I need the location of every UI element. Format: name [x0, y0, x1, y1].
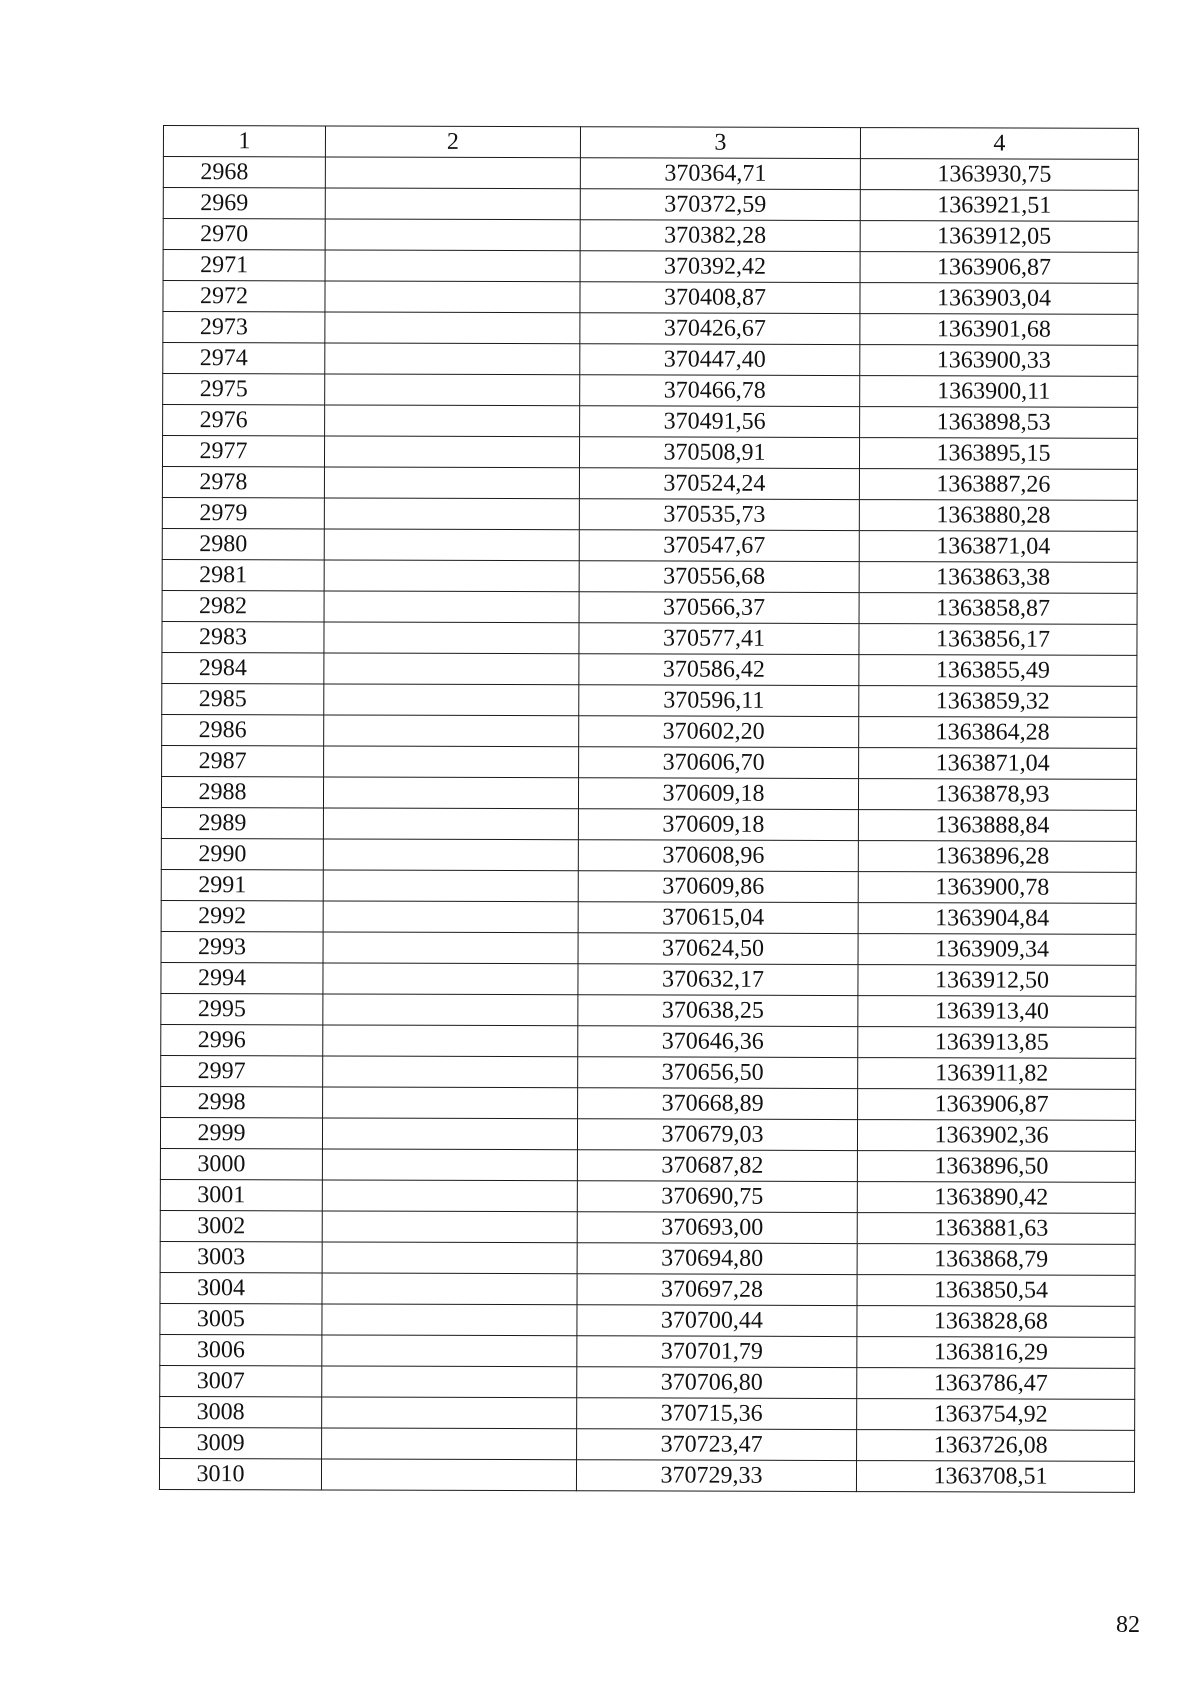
description-cell	[323, 963, 578, 995]
y-coordinate-cell: 1363921,51	[860, 190, 1138, 222]
y-coordinate-cell: 1363900,11	[860, 376, 1138, 408]
y-coordinate-cell: 1363828,68	[857, 1306, 1135, 1338]
y-coordinate-cell: 1363898,53	[860, 407, 1138, 439]
y-coordinate-cell: 1363754,92	[857, 1399, 1135, 1431]
description-cell	[323, 808, 578, 840]
table-row	[163, 188, 1138, 222]
table-header	[163, 126, 1138, 160]
x-coordinate-cell: 370693,00	[577, 1212, 857, 1244]
x-coordinate-cell: 370609,18	[578, 778, 858, 810]
x-coordinate-cell: 370615,04	[578, 902, 858, 934]
y-coordinate-cell: 1363906,87	[858, 1089, 1136, 1121]
y-coordinate-cell: 1363912,05	[860, 221, 1138, 253]
x-coordinate-cell: 370392,42	[580, 251, 860, 283]
x-coordinate-cell: 370491,56	[580, 406, 860, 438]
description-cell	[322, 1211, 577, 1243]
y-coordinate-cell: 1363858,87	[859, 593, 1137, 625]
description-cell	[324, 653, 579, 685]
header-row	[163, 126, 1138, 160]
table-row	[161, 807, 1136, 841]
y-coordinate-cell: 1363878,93	[858, 779, 1136, 811]
table-row	[161, 1024, 1136, 1058]
y-coordinate-cell: 1363871,04	[859, 531, 1137, 563]
x-coordinate-cell: 370638,25	[578, 995, 858, 1027]
table-row	[161, 869, 1136, 903]
point-number-cell: 3003	[160, 1241, 322, 1272]
point-number-cell: 2981	[162, 559, 324, 590]
table-row	[160, 1148, 1135, 1182]
table-row	[163, 157, 1138, 191]
table-row	[161, 1055, 1136, 1089]
y-coordinate-cell: 1363816,29	[857, 1337, 1135, 1369]
point-number-cell: 2988	[161, 776, 323, 807]
description-cell	[322, 1242, 577, 1274]
x-coordinate-cell: 370668,89	[578, 1088, 858, 1120]
description-cell	[324, 746, 579, 778]
description-cell	[323, 932, 578, 964]
x-coordinate-cell: 370408,87	[580, 282, 860, 314]
table-row	[161, 993, 1136, 1027]
x-coordinate-cell: 370596,11	[579, 685, 859, 717]
point-number-cell: 2982	[162, 590, 324, 621]
y-coordinate-cell: 1363903,04	[860, 283, 1138, 315]
description-cell	[323, 1025, 578, 1057]
x-coordinate-cell: 370382,28	[580, 220, 860, 252]
x-coordinate-cell: 370535,73	[579, 499, 859, 531]
x-coordinate-cell: 370372,59	[580, 189, 860, 221]
point-number-cell: 2984	[162, 652, 324, 683]
point-number-cell: 2979	[162, 497, 324, 528]
x-coordinate-cell: 370364,71	[580, 158, 860, 190]
table-row	[160, 1117, 1135, 1151]
x-coordinate-cell: 370508,91	[579, 437, 859, 469]
x-coordinate-cell: 370606,70	[579, 747, 859, 779]
table-row	[163, 374, 1138, 408]
header-col-1: 1	[163, 126, 325, 157]
point-number-cell: 2971	[163, 250, 325, 281]
y-coordinate-cell: 1363900,33	[860, 345, 1138, 377]
table-row	[162, 745, 1137, 779]
description-cell	[325, 374, 580, 406]
description-cell	[323, 870, 578, 902]
point-number-cell: 2990	[161, 838, 323, 869]
y-coordinate-cell: 1363726,08	[857, 1430, 1135, 1462]
table-row	[161, 900, 1136, 934]
table-row	[162, 528, 1137, 562]
table-row	[160, 1303, 1135, 1337]
x-coordinate-cell: 370602,20	[579, 716, 859, 748]
y-coordinate-cell: 1363895,15	[859, 438, 1137, 470]
table-row	[162, 497, 1137, 531]
y-coordinate-cell: 1363888,84	[858, 810, 1136, 842]
y-coordinate-cell: 1363880,28	[859, 500, 1137, 532]
y-coordinate-cell: 1363911,82	[858, 1058, 1136, 1090]
point-number-cell: 3010	[159, 1458, 321, 1489]
table-body	[159, 157, 1138, 1493]
y-coordinate-cell: 1363855,49	[859, 655, 1137, 687]
table-row	[161, 1086, 1136, 1120]
description-cell	[324, 529, 579, 561]
x-coordinate-cell: 370547,67	[579, 530, 859, 562]
description-cell	[325, 281, 580, 313]
x-coordinate-cell: 370656,50	[578, 1057, 858, 1089]
y-coordinate-cell: 1363900,78	[858, 872, 1136, 904]
point-number-cell: 3009	[160, 1427, 322, 1458]
table-row	[163, 312, 1138, 346]
point-number-cell: 2972	[163, 281, 325, 312]
description-cell	[322, 1149, 577, 1181]
point-number-cell: 2997	[161, 1055, 323, 1086]
table-row	[162, 714, 1137, 748]
header-col-4: 4	[860, 128, 1138, 160]
x-coordinate-cell: 370577,41	[579, 623, 859, 655]
description-cell	[324, 622, 579, 654]
table-row	[162, 590, 1137, 624]
description-cell	[325, 312, 580, 344]
description-cell	[324, 715, 579, 747]
x-coordinate-cell: 370624,50	[578, 933, 858, 965]
description-cell	[324, 498, 579, 530]
point-number-cell: 3004	[160, 1272, 322, 1303]
table-row	[162, 436, 1137, 470]
header-col-3: 3	[580, 127, 860, 159]
x-coordinate-cell: 370609,18	[578, 809, 858, 841]
table-row	[162, 466, 1137, 500]
table-row	[163, 250, 1138, 284]
y-coordinate-cell: 1363896,28	[858, 841, 1136, 873]
x-coordinate-cell: 370586,42	[579, 654, 859, 686]
x-coordinate-cell: 370556,68	[579, 561, 859, 593]
table-row	[163, 219, 1138, 253]
y-coordinate-cell: 1363913,40	[858, 996, 1136, 1028]
y-coordinate-cell: 1363850,54	[857, 1275, 1135, 1307]
point-number-cell: 2978	[162, 466, 324, 497]
x-coordinate-cell: 370700,44	[577, 1305, 857, 1337]
table-row	[163, 343, 1138, 377]
point-number-cell: 2991	[161, 869, 323, 900]
y-coordinate-cell: 1363868,79	[857, 1244, 1135, 1276]
point-number-cell: 2999	[160, 1117, 322, 1148]
description-cell	[324, 684, 579, 716]
description-cell	[322, 1366, 577, 1398]
y-coordinate-cell: 1363902,36	[857, 1120, 1135, 1152]
table-row	[162, 652, 1137, 686]
y-coordinate-cell: 1363887,26	[859, 469, 1137, 501]
x-coordinate-cell: 370701,79	[577, 1336, 857, 1368]
point-number-cell: 2986	[162, 714, 324, 745]
point-number-cell: 3008	[160, 1396, 322, 1427]
point-number-cell: 2993	[161, 931, 323, 962]
description-cell	[323, 994, 578, 1026]
description-cell	[322, 1397, 577, 1429]
description-cell	[325, 405, 580, 437]
x-coordinate-cell: 370723,47	[577, 1429, 857, 1461]
point-number-cell: 2980	[162, 528, 324, 559]
description-cell	[325, 219, 580, 251]
description-cell	[324, 436, 579, 468]
x-coordinate-cell: 370697,28	[577, 1274, 857, 1306]
description-cell	[324, 467, 579, 499]
y-coordinate-cell: 1363890,42	[857, 1182, 1135, 1214]
description-cell	[322, 1335, 577, 1367]
point-number-cell: 3007	[160, 1365, 322, 1396]
y-coordinate-cell: 1363881,63	[857, 1213, 1135, 1245]
y-coordinate-cell: 1363856,17	[859, 624, 1137, 656]
table-row	[162, 559, 1137, 593]
x-coordinate-cell: 370632,17	[578, 964, 858, 996]
description-cell	[325, 157, 580, 189]
table-row	[159, 1458, 1134, 1492]
description-cell	[323, 839, 578, 871]
x-coordinate-cell: 370646,36	[578, 1026, 858, 1058]
y-coordinate-cell: 1363871,04	[859, 748, 1137, 780]
table-row	[160, 1334, 1135, 1368]
y-coordinate-cell: 1363906,87	[860, 252, 1138, 284]
description-cell	[323, 1056, 578, 1088]
point-number-cell: 2968	[163, 157, 325, 188]
table-row	[161, 776, 1136, 810]
table-row	[160, 1179, 1135, 1213]
x-coordinate-cell: 370694,80	[577, 1243, 857, 1275]
table-row	[161, 838, 1136, 872]
point-number-cell: 3001	[160, 1179, 322, 1210]
point-number-cell: 2994	[161, 962, 323, 993]
y-coordinate-cell: 1363912,50	[858, 965, 1136, 997]
header-col-2: 2	[325, 126, 580, 158]
x-coordinate-cell: 370426,67	[580, 313, 860, 345]
point-number-cell: 2998	[161, 1086, 323, 1117]
y-coordinate-cell: 1363913,85	[858, 1027, 1136, 1059]
x-coordinate-cell: 370466,78	[580, 375, 860, 407]
x-coordinate-cell: 370679,03	[577, 1119, 857, 1151]
y-coordinate-cell: 1363930,75	[860, 159, 1138, 191]
table-row	[163, 281, 1138, 315]
description-cell	[324, 560, 579, 592]
table-row	[161, 931, 1136, 965]
x-coordinate-cell: 370729,33	[576, 1460, 856, 1492]
point-number-cell: 2989	[161, 807, 323, 838]
description-cell	[325, 188, 580, 220]
point-number-cell: 2975	[163, 374, 325, 405]
description-cell	[322, 1428, 577, 1460]
point-number-cell: 3006	[160, 1334, 322, 1365]
point-number-cell: 2970	[163, 219, 325, 250]
table-row	[160, 1365, 1135, 1399]
point-number-cell: 2976	[163, 405, 325, 436]
table-row	[162, 621, 1137, 655]
point-number-cell: 2996	[161, 1024, 323, 1055]
x-coordinate-cell: 370690,75	[577, 1181, 857, 1213]
table-row	[162, 683, 1137, 717]
point-number-cell: 2987	[162, 745, 324, 776]
description-cell	[323, 777, 578, 809]
table-row	[160, 1210, 1135, 1244]
y-coordinate-cell: 1363904,84	[858, 903, 1136, 935]
y-coordinate-cell: 1363901,68	[860, 314, 1138, 346]
point-number-cell: 2992	[161, 900, 323, 931]
table-row	[160, 1241, 1135, 1275]
x-coordinate-cell: 370715,36	[577, 1398, 857, 1430]
x-coordinate-cell: 370706,80	[577, 1367, 857, 1399]
y-coordinate-cell: 1363909,34	[858, 934, 1136, 966]
description-cell	[325, 250, 580, 282]
x-coordinate-cell: 370687,82	[577, 1150, 857, 1182]
table-row	[160, 1427, 1135, 1461]
description-cell	[322, 1180, 577, 1212]
y-coordinate-cell: 1363786,47	[857, 1368, 1135, 1400]
point-number-cell: 2985	[162, 683, 324, 714]
table-row	[163, 405, 1138, 439]
y-coordinate-cell: 1363859,32	[859, 686, 1137, 718]
table-row	[160, 1272, 1135, 1306]
x-coordinate-cell: 370447,40	[580, 344, 860, 376]
point-number-cell: 2973	[163, 312, 325, 343]
coordinates-table	[159, 125, 1139, 1493]
x-coordinate-cell: 370608,96	[578, 840, 858, 872]
x-coordinate-cell: 370609,86	[578, 871, 858, 903]
point-number-cell: 3000	[160, 1148, 322, 1179]
point-number-cell: 2969	[163, 188, 325, 219]
y-coordinate-cell: 1363863,38	[859, 562, 1137, 594]
description-cell	[322, 1273, 577, 1305]
point-number-cell: 2977	[162, 436, 324, 467]
description-cell	[325, 343, 580, 375]
description-cell	[322, 1304, 577, 1336]
y-coordinate-cell: 1363896,50	[857, 1151, 1135, 1183]
x-coordinate-cell: 370524,24	[579, 468, 859, 500]
description-cell	[323, 1087, 578, 1119]
point-number-cell: 3002	[160, 1210, 322, 1241]
table-row	[160, 1396, 1135, 1430]
point-number-cell: 2974	[163, 343, 325, 374]
y-coordinate-cell: 1363708,51	[856, 1461, 1134, 1493]
page-number: 82	[1116, 1612, 1140, 1638]
point-number-cell: 3005	[160, 1303, 322, 1334]
description-cell	[321, 1459, 576, 1491]
table-row	[161, 962, 1136, 996]
description-cell	[322, 1118, 577, 1150]
point-number-cell: 2983	[162, 621, 324, 652]
description-cell	[323, 901, 578, 933]
y-coordinate-cell: 1363864,28	[859, 717, 1137, 749]
description-cell	[324, 591, 579, 623]
point-number-cell: 2995	[161, 993, 323, 1024]
x-coordinate-cell: 370566,37	[579, 592, 859, 624]
